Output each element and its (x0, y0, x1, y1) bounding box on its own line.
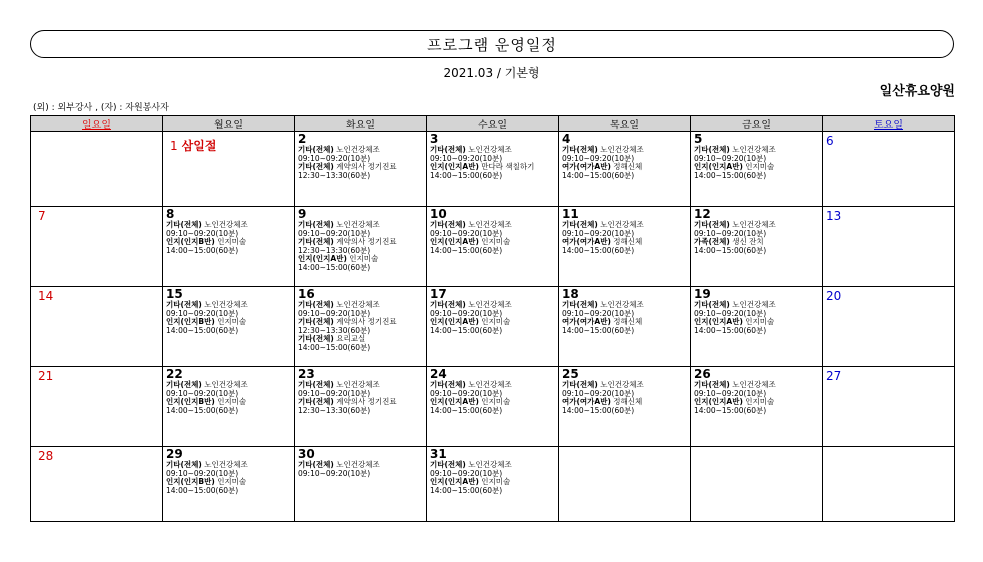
event-category: 인지(인지A반) (430, 317, 479, 326)
event-name: 인지미술 (481, 397, 511, 406)
calendar-day-cell (295, 287, 427, 367)
day-number: 13 (826, 209, 842, 223)
event-category: 기타(전체) (298, 145, 334, 154)
event-time: 09:10~09:20(10분) (298, 308, 371, 318)
weekday-header-sat[interactable]: 토요일 (823, 116, 955, 132)
event-name: 만다라 색칠하기 (481, 162, 535, 171)
calendar-day-cell (823, 447, 955, 522)
event-time: 09:10~09:20(10분) (562, 308, 635, 318)
event-name: 노인건강체조 (732, 145, 776, 154)
event-category: 인지(인지B반) (166, 397, 215, 406)
event-name: 계약의사 정기진료 (336, 237, 397, 246)
event-category: 인지(인지A반) (298, 254, 347, 263)
calendar-day-cell (823, 287, 955, 367)
event-name: 노인건강체조 (336, 460, 380, 469)
event-category: 기타(전체) (298, 220, 334, 229)
event-time: 14:00~15:00(60분) (562, 325, 635, 335)
event-time: 14:00~15:00(60분) (430, 245, 503, 255)
holiday-label: 삼일절 (181, 139, 217, 153)
calendar-day-cell (691, 132, 823, 207)
event-name: 정해신체 (613, 317, 643, 326)
event-name: 계약의사 정기진료 (336, 317, 397, 326)
event-name: 노인건강체조 (336, 220, 380, 229)
day-number: 25 (562, 367, 579, 381)
event-name: 노인건강체조 (204, 380, 248, 389)
day-number: 6 (826, 134, 834, 148)
day-number: 21 (38, 369, 54, 383)
event-name: 노인건강체조 (336, 145, 380, 154)
event-name: 정해신체 (613, 397, 643, 406)
event-category: 기타(전체) (298, 300, 334, 309)
event-category: 기타(전체) (298, 397, 334, 406)
event-category: 인지(인지B반) (166, 237, 215, 246)
event-time: 14:00~15:00(60분) (298, 342, 371, 352)
event-name: 인지미술 (745, 162, 775, 171)
calendar-day-cell (823, 207, 955, 287)
day-number: 14 (38, 289, 54, 303)
event-name: 노인건강체조 (600, 220, 644, 229)
event-time: 14:00~15:00(60분) (166, 245, 239, 255)
event-category: 기타(전체) (298, 237, 334, 246)
event-category: 기타(전체) (562, 300, 598, 309)
event-category: 여가(여가A반) (562, 317, 611, 326)
event-time: 14:00~15:00(60분) (430, 170, 503, 180)
event-time: 09:10~09:20(10분) (694, 228, 767, 238)
event-time: 14:00~15:00(60분) (562, 170, 635, 180)
day-number: 12 (694, 207, 711, 221)
calendar-week-row (31, 207, 955, 287)
legend-note: (외) : 외부강사 , (자) : 자원봉사자 (33, 103, 169, 113)
event-category: 여가(여가A반) (562, 397, 611, 406)
event-name: 노인건강체조 (204, 220, 248, 229)
event-category: 기타(전체) (562, 220, 598, 229)
calendar-day-cell (427, 287, 559, 367)
day-number: 24 (430, 367, 447, 381)
weekday-header-row (31, 116, 955, 132)
day-number: 4 (562, 132, 571, 146)
event-time: 12:30~13:30(60분) (298, 405, 371, 415)
day-number: 26 (694, 367, 711, 381)
calendar-week-row (31, 132, 955, 207)
calendar-day-cell (823, 367, 955, 447)
day-number: 3 (430, 132, 439, 146)
event-time: 09:10~09:20(10분) (430, 468, 503, 478)
event-time: 14:00~15:00(60분) (298, 262, 371, 272)
calendar-day-cell (295, 207, 427, 287)
event-time: 09:10~09:20(10분) (430, 308, 503, 318)
calendar-day-cell (31, 367, 163, 447)
event-name: 노인건강체조 (468, 145, 512, 154)
calendar-day-cell (31, 287, 163, 367)
event-name: 인지미술 (217, 477, 247, 486)
calendar-day-cell (295, 132, 427, 207)
weekday-header-fri: 금요일 (691, 116, 823, 132)
event-name: 노인건강체조 (468, 460, 512, 469)
page-subtitle: 2021.03 / 기본형 (443, 66, 540, 80)
event-category: 인지(인지A반) (430, 162, 479, 171)
event-name: 노인건강체조 (204, 460, 248, 469)
day-number: 29 (166, 447, 183, 461)
event-category: 인지(인지A반) (430, 477, 479, 486)
calendar-day-cell (691, 287, 823, 367)
event-name: 인지미술 (217, 237, 247, 246)
event-name: 노인건강체조 (336, 300, 380, 309)
event-name: 노인건강체조 (468, 220, 512, 229)
event-time: 14:00~15:00(60분) (694, 325, 767, 335)
event-name: 정해신체 (613, 237, 643, 246)
day-number: 18 (562, 287, 579, 301)
calendar-day-cell (31, 447, 163, 522)
day-number: 9 (298, 207, 307, 221)
event-category: 기타(전체) (694, 380, 730, 389)
calendar-week-row (31, 367, 955, 447)
day-number: 22 (166, 367, 183, 381)
event-name: 인지미술 (217, 397, 247, 406)
event-name: 노인건강체조 (468, 300, 512, 309)
event-category: 인지(인지A반) (694, 317, 743, 326)
event-time: 12:30~13:30(60분) (298, 325, 371, 335)
event-time: 09:10~09:20(10분) (166, 228, 239, 238)
calendar-day-cell (163, 287, 295, 367)
calendar-day-cell (163, 447, 295, 522)
event-name: 인지미술 (481, 477, 511, 486)
calendar-week-row (31, 287, 955, 367)
event-time: 09:10~09:20(10분) (166, 308, 239, 318)
event-name: 노인건강체조 (204, 300, 248, 309)
day-number: 16 (298, 287, 315, 301)
event-category: 인지(인지B반) (166, 317, 215, 326)
event-name: 요리교실 (336, 334, 366, 343)
calendar-day-cell (559, 287, 691, 367)
event-time: 14:00~15:00(60분) (562, 405, 635, 415)
event-time: 09:10~09:20(10분) (298, 388, 371, 398)
weekday-header-tue: 화요일 (295, 116, 427, 132)
calendar-day-cell (559, 447, 691, 522)
event-category: 기타(전체) (694, 145, 730, 154)
event-name: 계약의사 정기진료 (336, 397, 397, 406)
event-time: 09:10~09:20(10분) (298, 228, 371, 238)
event-time: 09:10~09:20(10분) (166, 468, 239, 478)
event-name: 노인건강체조 (732, 300, 776, 309)
event-category: 기타(전체) (694, 300, 730, 309)
event-category: 인지(인지A반) (430, 237, 479, 246)
event-category: 기타(전체) (694, 220, 730, 229)
event-name: 인지미술 (745, 317, 775, 326)
calendar-day-cell (427, 132, 559, 207)
calendar-day-cell (163, 367, 295, 447)
event-time: 14:00~15:00(60분) (562, 245, 635, 255)
calendar-week-row (31, 447, 955, 522)
calendar-day-cell (31, 207, 163, 287)
event-category: 기타(전체) (298, 162, 334, 171)
event-time: 14:00~15:00(60분) (694, 405, 767, 415)
event-name: 인지미술 (217, 317, 247, 326)
event-category: 기타(전체) (298, 317, 334, 326)
event-time: 14:00~15:00(60분) (166, 325, 239, 335)
calendar-day-cell (691, 207, 823, 287)
event-time: 14:00~15:00(60분) (430, 405, 503, 415)
calendar-day-cell (559, 367, 691, 447)
event-category: 인지(인지A반) (694, 397, 743, 406)
event-category: 기타(전체) (298, 460, 334, 469)
event-time: 09:10~09:20(10분) (562, 228, 635, 238)
event-time: 09:10~09:20(10분) (298, 153, 371, 163)
day-number: 15 (166, 287, 183, 301)
event-name: 노인건강체조 (468, 380, 512, 389)
event-category: 기타(전체) (430, 300, 466, 309)
event-time: 12:30~13:30(60분) (298, 170, 371, 180)
calendar-day-cell (427, 447, 559, 522)
calendar-day-cell (295, 447, 427, 522)
event-category: 기타(전체) (430, 380, 466, 389)
event-name: 생신 잔치 (732, 237, 764, 246)
calendar-day-cell (559, 132, 691, 207)
day-number: 8 (166, 207, 175, 221)
event-time: 09:10~09:20(10분) (562, 153, 635, 163)
event-time: 14:00~15:00(60분) (430, 485, 503, 495)
weekday-header-mon: 월요일 (163, 116, 295, 132)
calendar-day-cell (823, 132, 955, 207)
event-time: 14:00~15:00(60분) (694, 170, 767, 180)
weekday-header-thu: 목요일 (559, 116, 691, 132)
event-time: 09:10~09:20(10분) (430, 228, 503, 238)
event-name: 노인건강체조 (336, 380, 380, 389)
event-name: 노인건강체조 (600, 380, 644, 389)
page-title: 프로그램 운영일정 (427, 35, 557, 54)
event-time: 12:30~13:30(60분) (298, 245, 371, 255)
event-time: 09:10~09:20(10분) (562, 388, 635, 398)
day-number: 28 (38, 449, 54, 463)
day-number: 30 (298, 447, 315, 461)
event-category: 기타(전체) (430, 460, 466, 469)
event-category: 기타(전체) (166, 380, 202, 389)
day-number: 11 (562, 207, 579, 221)
day-number: 1 (170, 139, 178, 153)
event-category: 가족(전체) (694, 237, 730, 246)
calendar-day-cell (691, 447, 823, 522)
event-name: 정해신체 (613, 162, 643, 171)
calendar-day-cell (559, 207, 691, 287)
event-time: 14:00~15:00(60분) (166, 485, 239, 495)
event-time: 14:00~15:00(60분) (694, 245, 767, 255)
event-category: 기타(전체) (298, 380, 334, 389)
event-time: 14:00~15:00(60분) (430, 325, 503, 335)
day-number: 27 (826, 369, 842, 383)
event-time: 09:10~09:20(10분) (694, 308, 767, 318)
day-number: 2 (298, 132, 307, 146)
event-time: 09:10~09:20(10분) (166, 388, 239, 398)
event-name: 계약의사 정기진료 (336, 162, 397, 171)
day-number: 5 (694, 132, 703, 146)
day-number: 10 (430, 207, 447, 221)
event-category: 기타(전체) (430, 220, 466, 229)
event-category: 인지(인지A반) (430, 397, 479, 406)
event-name: 인지미술 (481, 237, 511, 246)
event-name: 인지미술 (481, 317, 511, 326)
event-time: 09:10~09:20(10분) (694, 388, 767, 398)
day-number: 23 (298, 367, 315, 381)
calendar-day-cell (31, 132, 163, 207)
day-number: 20 (826, 289, 842, 303)
calendar-day-cell (295, 367, 427, 447)
page-title-box (30, 30, 954, 58)
calendar-body (31, 132, 955, 522)
event-category: 인지(인지A반) (694, 162, 743, 171)
calendar-day-cell (691, 367, 823, 447)
weekday-header-wed: 수요일 (427, 116, 559, 132)
event-category: 여가(여가A반) (562, 237, 611, 246)
organization-name: 일산휴요양원 (879, 84, 955, 99)
event-category: 기타(전체) (430, 145, 466, 154)
calendar-table (30, 115, 955, 522)
calendar-day-cell (427, 207, 559, 287)
event-time: 09:10~09:20(10분) (430, 388, 503, 398)
calendar-day-cell (163, 132, 295, 207)
calendar-day-cell (163, 207, 295, 287)
event-category: 기타(전체) (166, 300, 202, 309)
calendar-day-cell (427, 367, 559, 447)
event-category: 기타(전체) (166, 220, 202, 229)
event-category: 기타(전체) (298, 334, 334, 343)
day-number: 31 (430, 447, 447, 461)
event-name: 노인건강체조 (732, 380, 776, 389)
event-name: 노인건강체조 (600, 300, 644, 309)
day-number: 7 (38, 209, 46, 223)
event-name: 인지미술 (349, 254, 379, 263)
event-time: 09:10~09:20(10분) (694, 153, 767, 163)
event-name: 노인건강체조 (732, 220, 776, 229)
event-time: 09:10~09:20(10분) (430, 153, 503, 163)
day-number: 19 (694, 287, 711, 301)
event-name: 노인건강체조 (600, 145, 644, 154)
event-category: 기타(전체) (562, 145, 598, 154)
event-category: 기타(전체) (166, 460, 202, 469)
event-time: 09:10~09:20(10분) (298, 468, 371, 478)
event-category: 인지(인지B반) (166, 477, 215, 486)
event-time: 14:00~15:00(60분) (166, 405, 239, 415)
event-category: 여가(여가A반) (562, 162, 611, 171)
event-category: 기타(전체) (562, 380, 598, 389)
event-name: 인지미술 (745, 397, 775, 406)
weekday-header-sun[interactable]: 일요일 (31, 116, 163, 132)
day-number: 17 (430, 287, 447, 301)
